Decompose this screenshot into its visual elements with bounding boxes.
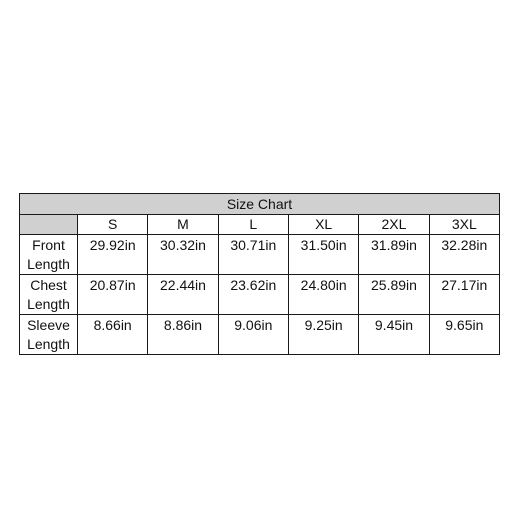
table-cell: 25.89in: [359, 275, 429, 315]
row-label-sleeve-length: [20, 315, 78, 355]
table-cell: 29.92in: [78, 235, 148, 275]
table-cell: 22.44in: [148, 275, 218, 315]
table-cell: 31.89in: [359, 235, 429, 275]
table-cell: 20.87in: [78, 275, 148, 315]
table-row-chest-length: [20, 275, 500, 315]
row-label-line2: Length: [27, 336, 70, 352]
table-cell: 27.17in: [429, 275, 499, 315]
table-cell: 8.66in: [78, 315, 148, 355]
table-cell: 30.71in: [218, 235, 288, 275]
size-header-xl: XL: [288, 215, 358, 235]
size-chart-title: Size Chart: [20, 194, 500, 215]
table-cell: 23.62in: [218, 275, 288, 315]
header-corner-cell: [20, 215, 78, 235]
table-row-sleeve-length: [20, 315, 500, 355]
size-chart-table: [19, 193, 500, 355]
row-label-line1: Sleeve: [27, 317, 70, 333]
size-header-s: S: [78, 215, 148, 235]
table-cell: 30.32in: [148, 235, 218, 275]
table-cell: 8.86in: [148, 315, 218, 355]
row-label-chest-length: [20, 275, 78, 315]
row-label-line1: Chest: [30, 277, 67, 293]
table-cell: 32.28in: [429, 235, 499, 275]
row-label-line1: Front: [32, 237, 65, 253]
table-cell: 31.50in: [288, 235, 358, 275]
table-row-front-length: [20, 235, 500, 275]
size-header-2xl: 2XL: [359, 215, 429, 235]
size-header-l: L: [218, 215, 288, 235]
table-cell: 9.45in: [359, 315, 429, 355]
table-cell: 9.25in: [288, 315, 358, 355]
size-header-3xl: 3XL: [429, 215, 499, 235]
size-header-row: [20, 215, 500, 235]
row-label-line2: Length: [27, 256, 70, 272]
table-cell: 9.06in: [218, 315, 288, 355]
size-header-m: M: [148, 215, 218, 235]
table-cell: 9.65in: [429, 315, 499, 355]
table-cell: 24.80in: [288, 275, 358, 315]
row-label-front-length: [20, 235, 78, 275]
title-row: [20, 194, 500, 215]
size-chart: [19, 193, 500, 355]
row-label-line2: Length: [27, 296, 70, 312]
